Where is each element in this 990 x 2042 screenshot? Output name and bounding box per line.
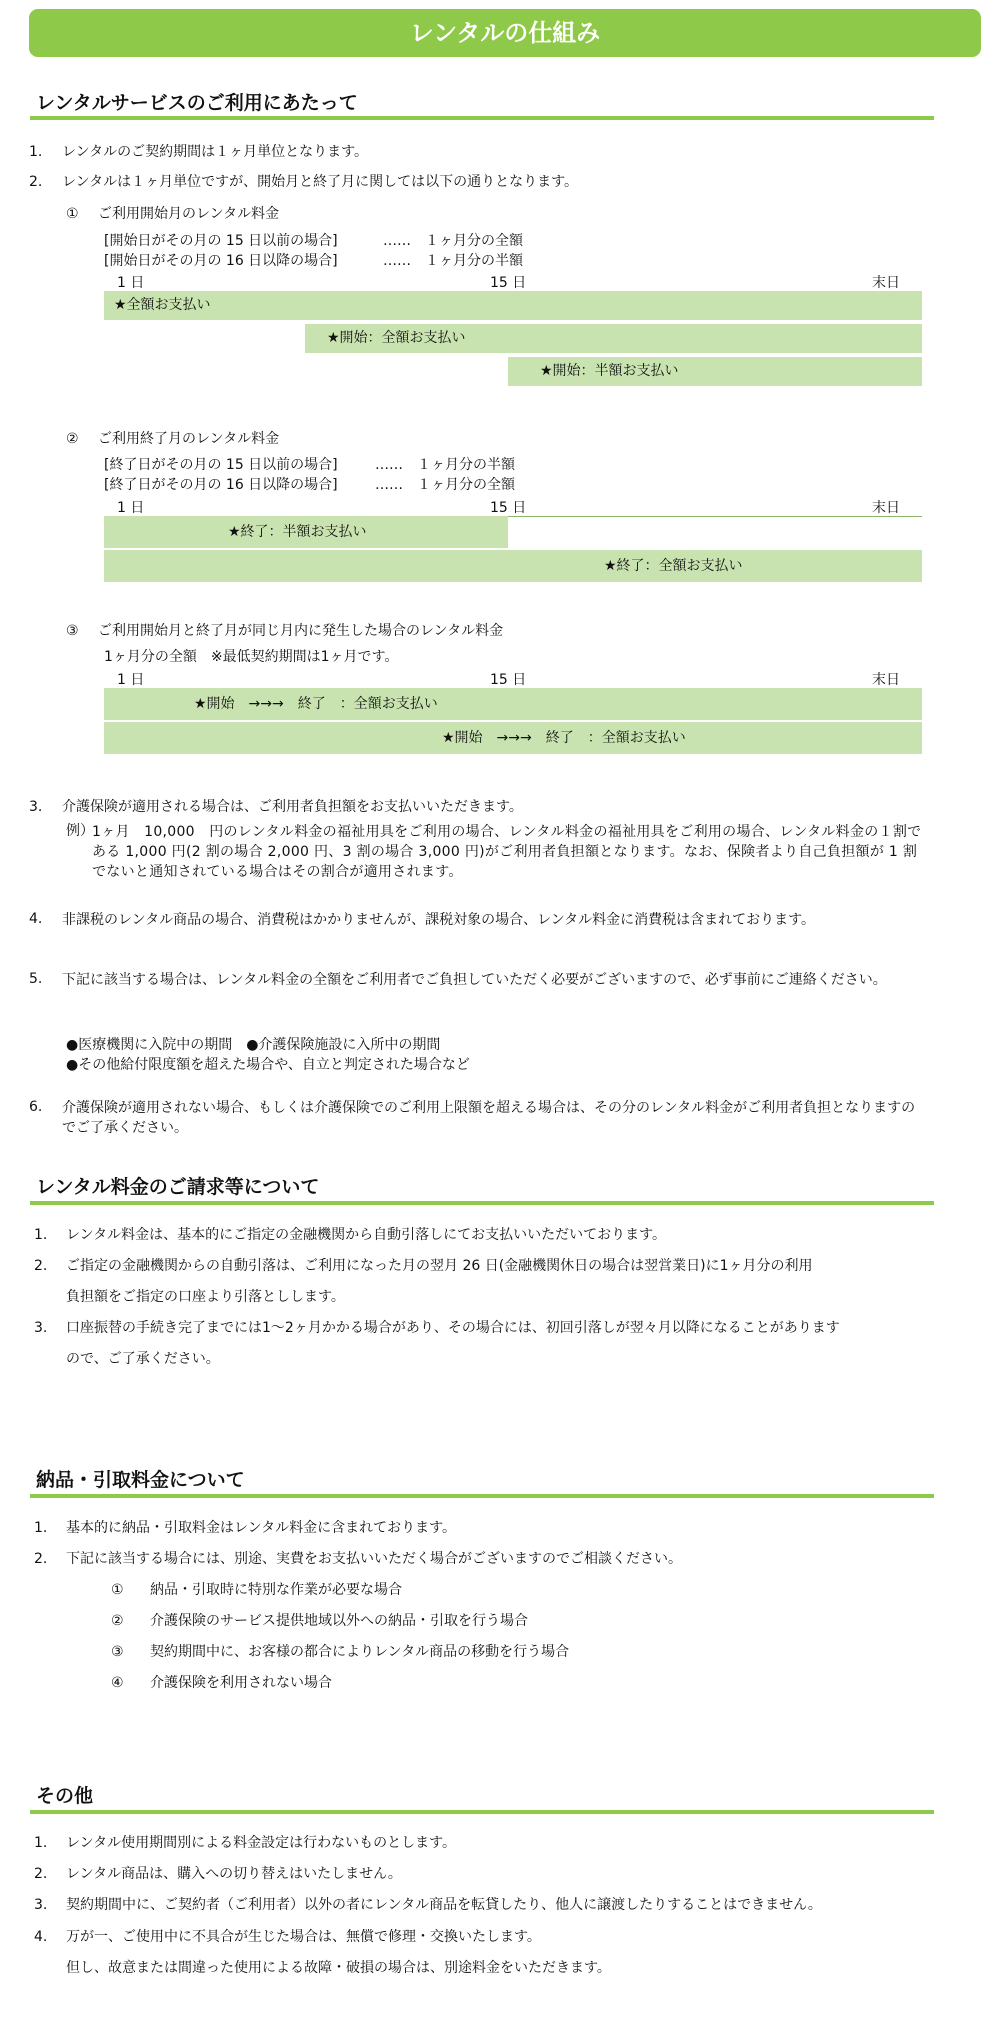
timeline-bar: ★開始：全額お支払い xyxy=(305,324,922,353)
timeline-bar: ★終了：全額お支払い xyxy=(104,550,922,582)
sub-text: 介護保険のサービス提供地域以外への納品・引取を行う場合 xyxy=(150,1613,528,1629)
page-banner: レンタルの仕組み xyxy=(29,9,981,57)
timeline-end-label: 末日 xyxy=(872,275,900,291)
section-heading-rental-service: レンタルサービスのご利用にあたって xyxy=(36,92,358,114)
item-number: 4. xyxy=(34,1929,48,1945)
timeline-start-label: 1 日 xyxy=(117,275,145,291)
item-number: 4. xyxy=(29,911,43,927)
sub-text: 介護保険を利用されない場合 xyxy=(150,1675,332,1691)
item-text: 下記に該当する場合は、レンタル料金の全額をご利用者でご負担していただく必要がございますので、必ず事前にご連絡ください。 xyxy=(62,972,887,988)
item-number: 1. xyxy=(34,1227,48,1243)
timeline-bar: ★終了：半額お支払い xyxy=(104,516,508,548)
item-number: 2. xyxy=(34,1551,48,1567)
bullet-line: ●その他給付限度額を超えた場合や、自立と判定された場合など xyxy=(66,1057,470,1073)
item-number: 3. xyxy=(34,1897,48,1913)
timeline-start-label: 1 日 xyxy=(117,672,145,688)
condition-value: …… １ヶ月分の全額 xyxy=(383,233,523,249)
item-text: レンタルは１ヶ月単位ですが、開始月と終了月に関しては以下の通りとなります。 xyxy=(62,174,578,190)
timeline-outline xyxy=(508,516,922,517)
item-text: ご指定の金融機関からの自動引落は、ご利用になった月の翌月 26 日(金融機関休日の場合は翌営業日)に1ヶ月分の利用 xyxy=(66,1258,813,1274)
item-number: 2. xyxy=(34,1866,48,1882)
timeline-bar: ★開始：半額お支払い xyxy=(508,357,922,386)
sub-mark: ① xyxy=(111,1582,124,1598)
item-text: 介護保険が適用される場合は、ご利用者負担額をお支払いいただきます。 xyxy=(62,799,523,815)
item-text: 但し、故意または間違った使用による故障・破損の場合は、別途料金をいただきます。 xyxy=(66,1960,611,1976)
item-text: 口座振替の手続き完了までには1～2ヶ月かかる場合があり、その場合には、初回引落しが翌々月以降になることがあります xyxy=(66,1320,840,1336)
condition-value: …… １ヶ月分の半額 xyxy=(383,253,523,269)
item-number: 3. xyxy=(29,799,43,815)
item-text: 契約期間中に、ご契約者（ご利用者）以外の者にレンタル商品を転貸したり、他人に譲渡したりすることはできません。 xyxy=(66,1897,822,1913)
item-text: 基本的に納品・引取料金はレンタル料金に含まれております。 xyxy=(66,1520,456,1536)
section-rule xyxy=(30,116,934,120)
item-number: 1. xyxy=(34,1835,48,1851)
item-text: レンタル使用期間別による料金設定は行わないものとします。 xyxy=(66,1835,456,1851)
sub-mark: ② xyxy=(111,1613,124,1629)
timeline-bar: ★全額お支払い xyxy=(104,291,922,320)
item-number: 5. xyxy=(29,971,43,987)
condition-label: [終了日がその月の 16 日以降の場合] xyxy=(104,477,338,493)
item-text: 介護保険が適用されない場合、もしくは介護保険でのご利用上限額を超える場合は、その分のレンタル料金がご利用者負担となりますのでご了承ください。 xyxy=(62,1100,916,1136)
condition-label: [開始日がその月の 16 日以降の場合] xyxy=(104,253,338,269)
sub-text: 契約期間中に、お客様の都合によりレンタル商品の移動を行う場合 xyxy=(150,1644,570,1660)
sub-title: ご利用開始月と終了月が同じ月内に発生した場合のレンタル料金 xyxy=(98,623,504,639)
sub-mark: ① xyxy=(66,206,79,222)
item-text: レンタルのご契約期間は１ヶ月単位となります。 xyxy=(62,144,368,160)
section-rule xyxy=(30,1494,934,1498)
item-text: 負担額をご指定の口座より引落としします。 xyxy=(66,1289,345,1305)
timeline-bar: ★開始 →→→ 終了 ：全額お支払い xyxy=(104,688,922,720)
sub-mark: ④ xyxy=(111,1675,124,1691)
item-number: 2. xyxy=(34,1258,48,1274)
section-heading-billing: レンタル料金のご請求等について xyxy=(36,1176,320,1198)
item-number: 1. xyxy=(34,1520,48,1536)
timeline-mid-label: 15 日 xyxy=(490,275,527,291)
example-text: 1ヶ月 10,000 円のレンタル料金の福祉用具をご利用の場合、レンタル料金の福祉用具をご利用の場合、レンタル料金の１割である 1,000 円(2 割の場合 2,000 円、3 割の場合 3,000 円)がご利用者負担額となります。なお、保険者より自己負担額が 1 割でないと通知されている場合はその割合が適用されます。 xyxy=(92,824,922,880)
item-text: ので、ご了承ください。 xyxy=(66,1351,220,1367)
sub-mark: ② xyxy=(66,431,79,447)
item-number: 3. xyxy=(34,1320,48,1336)
condition-label: [終了日がその月の 15 日以前の場合] xyxy=(104,457,338,473)
sub-mark: ③ xyxy=(66,623,79,639)
sub-title: ご利用終了月のレンタル料金 xyxy=(98,431,280,447)
item-text: 下記に該当する場合には、別途、実費をお支払いいただく場合がございますのでご相談ください。 xyxy=(66,1551,682,1567)
section-rule xyxy=(30,1810,934,1814)
condition-value: …… １ヶ月分の全額 xyxy=(375,477,515,493)
timeline-end-label: 末日 xyxy=(872,500,900,516)
section-rule xyxy=(30,1201,934,1205)
sub-text: 納品・引取時に特別な作業が必要な場合 xyxy=(150,1582,402,1598)
bullet-line: ●医療機関に入院中の期間 ●介護保険施設に入所中の期間 xyxy=(66,1037,441,1053)
item-text: レンタル商品は、購入への切り替えはいたしません。 xyxy=(66,1866,402,1882)
item-number: 2. xyxy=(29,174,43,190)
item-number: 6. xyxy=(29,1099,43,1115)
sub-title: ご利用開始月のレンタル料金 xyxy=(98,206,280,222)
condition-label: [開始日がその月の 15 日以前の場合] xyxy=(104,233,338,249)
timeline-bar: ★開始 →→→ 終了 ：全額お支払い xyxy=(104,722,922,754)
condition-value: …… １ヶ月分の半額 xyxy=(375,457,515,473)
example-label: 例） xyxy=(66,823,94,839)
note-text: 1ヶ月分の全額 ※最低契約期間は1ヶ月です。 xyxy=(104,649,399,665)
item-text: 万が一、ご使用中に不具合が生じた場合は、無償で修理・交換いたします。 xyxy=(66,1929,541,1945)
section-heading-other: その他 xyxy=(36,1785,94,1807)
timeline-mid-label: 15 日 xyxy=(490,672,527,688)
item-text: レンタル料金は、基本的にご指定の金融機関から自動引落しにてお支払いいただいております。 xyxy=(66,1227,666,1243)
item-number: 1. xyxy=(29,144,43,160)
section-heading-delivery: 納品・引取料金について xyxy=(36,1469,245,1491)
sub-mark: ③ xyxy=(111,1644,124,1660)
item-text: 非課税のレンタル商品の場合、消費税はかかりませんが、課税対象の場合、レンタル料金に消費税は含まれております。 xyxy=(62,912,816,928)
timeline-start-label: 1 日 xyxy=(117,500,145,516)
timeline-mid-label: 15 日 xyxy=(490,500,527,516)
timeline-end-label: 末日 xyxy=(872,672,900,688)
